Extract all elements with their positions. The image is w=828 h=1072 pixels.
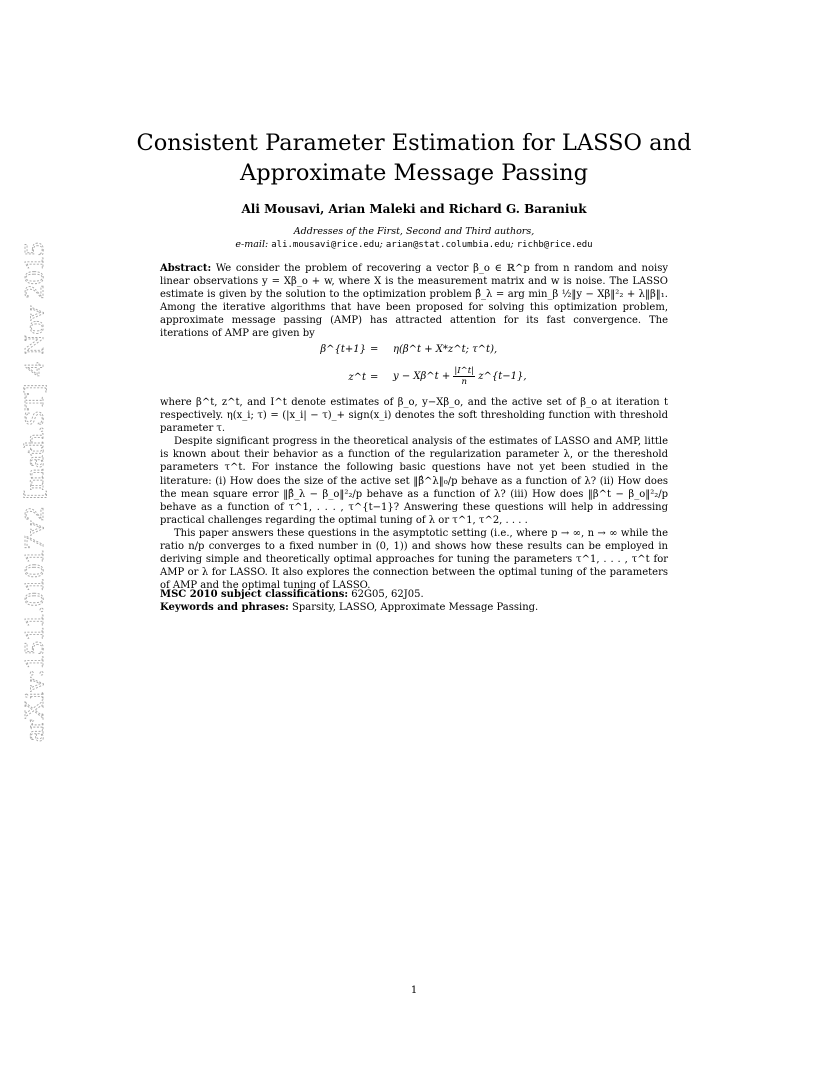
equation-2-rhs-pre: y − Xβ^t + xyxy=(393,371,454,382)
abstract-body xyxy=(160,396,668,592)
amp-equations xyxy=(160,344,668,392)
email-link-2[interactable]: arian@stat.columbia.edu xyxy=(385,239,511,250)
equation-2-rhs xyxy=(393,366,527,387)
msc-line xyxy=(160,588,668,601)
fraction-denominator: n xyxy=(461,377,467,387)
abstract xyxy=(160,262,668,341)
paragraph-1: where β^t, z^t, and I^t denote estimates of β_o, y−Xβ_o, and the active set of β_o at iteration t respectively. η(x_i; τ) = (|x_i| − τ)_+ sign(x_i) denotes the soft thresholding function with threshold parameter τ. xyxy=(160,397,668,435)
fraction-numerator: |I^t| xyxy=(454,366,475,376)
keywords-value: Sparsity, LASSO, Approximate Message Passing. xyxy=(292,602,539,614)
email-link-1[interactable]: ali.mousavi@rice.edu xyxy=(271,239,380,250)
classification-block xyxy=(160,588,668,614)
equation-1-equals: = xyxy=(370,344,379,355)
keywords-label: Keywords and phrases: xyxy=(160,602,289,614)
paper-title xyxy=(110,128,718,188)
equation-1-rhs: η(β^t + X*z^t; τ^t), xyxy=(393,344,498,355)
paragraph-2: Despite significant progress in the theoretical analysis of the estimates of LASSO and AMP, little is known about their behavior as a function of the regularization parameter λ, or the thereshold parameters τ^t. For instance the following basic questions have not yet been studied in the literature: (i) How does the size of the active set ‖β̂^λ‖₀/p behave as a function of λ? (ii) How does the mean square error ‖β̂_λ − β_o‖²₂/p behave as a function of λ? (iii) How does ‖β^t − β_o‖²₂/p behave as a function of τ^1, . . . , τ^{t−1}? Answering these questions will help in addressing practical challenges regarding the optimal tuning of λ or τ^1, τ^2, . . . . xyxy=(160,436,668,526)
equation-1 xyxy=(160,344,668,364)
affiliations xyxy=(110,226,718,251)
title-line-2: Approximate Message Passing xyxy=(240,160,588,186)
abstract-label: Abstract: xyxy=(160,263,212,274)
authors: Ali Mousavi, Arian Maleki and Richard G. Baraniuk xyxy=(241,202,587,216)
msc-label: MSC 2010 subject classifications: xyxy=(160,589,349,600)
email-label: e-mail: xyxy=(235,238,269,250)
equation-2-rhs-post: z^{t−1}, xyxy=(478,371,527,382)
keywords-line xyxy=(160,601,668,614)
paragraph-3: This paper answers these questions in the asymptotic setting (i.e., where p → ∞, n → ∞ while the ratio n/p converges to a fixed number in (0, 1)) and shows how these results can be employed in deriving simple and theoretically optimal approaches for tuning the parameters τ^1, . . . , τ^t for AMP or λ for LASSO. It also explores the connection between the optimal tuning of the parameters of AMP and the optimal tuning of LASSO. xyxy=(160,527,668,592)
equation-2-equals: = xyxy=(370,372,379,383)
page-number: 1 xyxy=(410,985,418,996)
arxiv-stamp-text: arXiv:1511.01017v2 [math.ST] 4 Nov 2015 xyxy=(18,258,49,742)
abstract-text: We consider the problem of recovering a vector β_o ∈ ℝ^p from n random and noisy linear observations y = Xβ_o + w, where X is the measurement matrix and w is noise. The LASSO estimate is given by the solution to the optimization problem β̂_λ = arg min_β ½‖y − Xβ‖²₂ + λ‖β‖₁. Among the iterative algorithms that have been proposed for solving this optimization problem, approximate message passing (AMP) has attracted attention for its fast convergence. The iterations of AMP are given by xyxy=(160,263,668,340)
equation-2-lhs: z^t xyxy=(348,372,366,383)
equation-2 xyxy=(160,366,668,386)
equation-1-lhs: β^{t+1} xyxy=(320,344,366,355)
email-line: e-mail: ali.mousavi@rice.edu; arian@stat.columbia.edu; richb@rice.edu xyxy=(235,238,593,250)
affiliation-line: Addresses of the First, Second and Third authors, xyxy=(293,226,535,237)
email-link-3[interactable]: richb@rice.edu xyxy=(516,239,593,250)
equation-2-fraction xyxy=(453,366,475,387)
msc-value: 62G05, 62J05. xyxy=(351,589,424,600)
arxiv-stamp xyxy=(10,240,52,745)
title-line-1: Consistent Parameter Estimation for LASSO and xyxy=(136,130,692,156)
